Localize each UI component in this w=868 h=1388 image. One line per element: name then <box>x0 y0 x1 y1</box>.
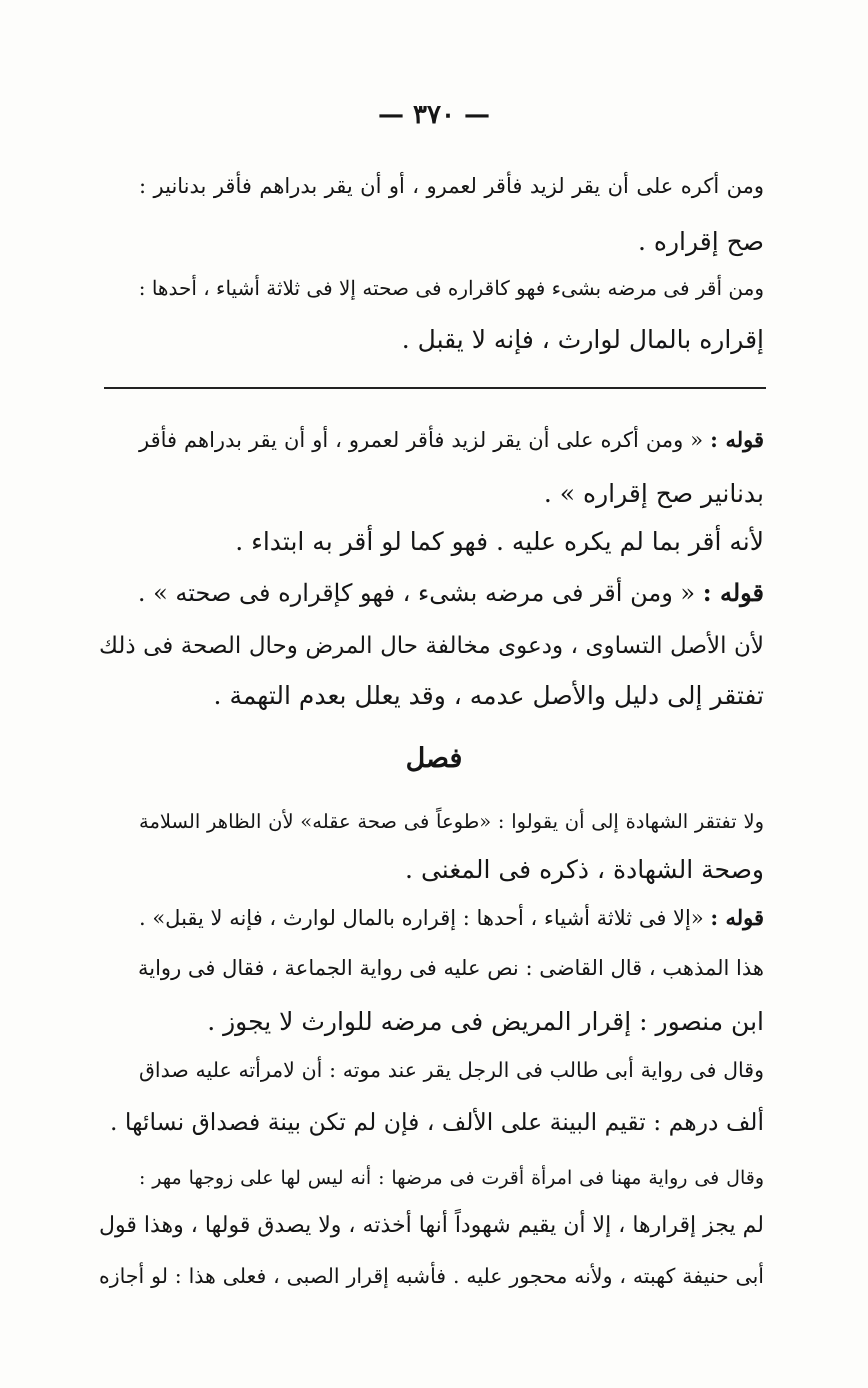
sharh-line <box>139 522 764 562</box>
fasl-line <box>99 1256 764 1296</box>
fasl-line <box>99 1102 764 1142</box>
sharh-text: بدنانير صح إقراره » . <box>543 479 764 508</box>
matn-line: صح إقراره . <box>637 227 764 256</box>
fasl-text: أبى حنيفة كهبته ، ولأنه محجور عليه . فأشبه إقرار الصبى ، فعلى هذا : لو أجازه <box>99 1264 764 1288</box>
sharh-text: تفتقر إلى دليل والأصل عدمه ، وقد يعلل بعدم التهمة . <box>213 681 764 710</box>
fasl-text: لم يجز إقرارها ، إلا أن يقيم شهوداً أنها أخذته ، ولا يصدق قولها ، وهذا قول <box>99 1213 764 1238</box>
page-number: — ٣٧٠ — <box>377 100 491 130</box>
qawluhu-keyword: قوله : <box>710 427 764 452</box>
fasl-line <box>139 802 764 842</box>
sharh-text: لأن الأصل التساوى ، ودعوى مخالفة حال المرض وحال الصحة فى ذلك <box>99 633 764 659</box>
fasl-line <box>139 898 764 938</box>
fasl-text: وقال فى رواية أبى طالب فى الرجل يقر عند موته : أن لامرأته عليه صداق <box>139 1058 764 1082</box>
qawluhu-keyword: قوله : <box>702 578 764 607</box>
fasl-text: هذا المذهب ، قال القاضى : نص عليه فى رواية الجماعة ، فقال فى رواية <box>137 956 764 980</box>
sharh-line <box>99 676 764 716</box>
fasl-text: ولا تفتقر الشهادة إلى أن يقولوا : «طوعاً فى صحة عقله» لأن الظاهر السلامة <box>139 810 764 833</box>
fasl-text: «إلا فى ثلاثة أشياء ، أحدها : إقراره بالمال لوارث ، فإنه لا يقبل» . <box>138 906 704 930</box>
qawluhu-keyword: قوله : <box>710 905 764 930</box>
fasl-line <box>139 1158 764 1198</box>
sharh-text: « ومن أكره على أن يقر لزيد فأقر لعمرو ، أو أن يقر بدراهم فأقر <box>139 428 704 452</box>
fasl-line <box>99 850 764 890</box>
section-heading: فصل <box>405 743 463 774</box>
fasl-text: وصحة الشهادة ، ذكره فى المغنى . <box>405 855 764 884</box>
matn-line: ومن أقر فى مرضه بشىء فهو كاقراره فى صحته إلا فى ثلاثة أشياء ، أحدها : <box>138 276 764 300</box>
fasl-line <box>139 1050 764 1090</box>
sharh-line <box>99 474 764 514</box>
fasl-line <box>139 948 764 988</box>
fasl-text: ألف درهم : تقيم البينة على الألف ، فإن لم تكن بينة فصداق نسائها . <box>109 1108 764 1136</box>
matn-line: ومن أكره على أن يقر لزيد فأقر لعمرو ، أو أن يقر بدراهم فأقر بدنانير : <box>139 174 764 198</box>
fasl-text: وقال فى رواية مهنا فى امرأة أقرت فى مرضها : أنه ليس لها على زوجها مهر : <box>139 1167 764 1189</box>
fasl-text: ابن منصور : إقرار المريض فى مرضه للوارث لا يجوز . <box>207 1007 764 1036</box>
sharh-text: لأنه أقر بما لم يكره عليه . فهو كما لو أقر به ابتداء . <box>235 527 764 556</box>
fasl-line <box>99 1002 764 1042</box>
sharh-line <box>139 420 764 460</box>
matn-line: إقراره بالمال لوارث ، فإنه لا يقبل . <box>401 325 764 354</box>
sharh-text: « ومن أقر فى مرضه بشىء ، فهو كإقراره فى صحته » . <box>137 579 696 607</box>
section-divider <box>104 387 766 389</box>
fasl-line <box>99 1206 764 1246</box>
sharh-line <box>139 573 764 613</box>
sharh-line <box>99 626 764 666</box>
